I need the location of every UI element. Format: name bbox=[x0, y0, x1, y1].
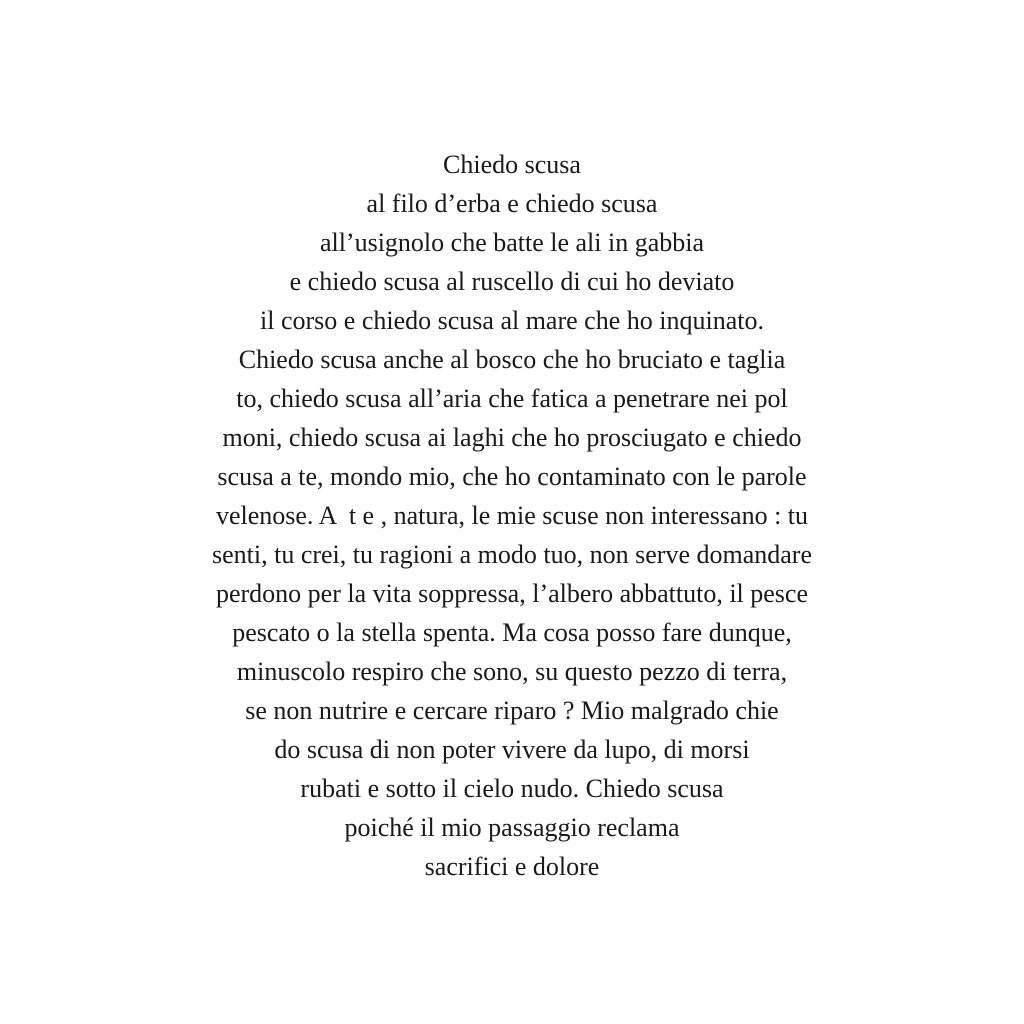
poem-line: Chiedo scusa anche al bosco che ho bruciato e taglia bbox=[238, 345, 786, 374]
poem-line: il corso e chiedo scusa al mare che ho inquinato. bbox=[260, 306, 764, 335]
poem-line: al filo d’erba e chiedo scusa bbox=[366, 189, 658, 218]
poem-line: minuscolo respiro che sono, su questo pezzo di terra, bbox=[236, 657, 788, 686]
poem-line: rubati e sotto il cielo nudo. Chiedo scusa bbox=[300, 774, 724, 803]
poem-line: poiché il mio passaggio reclama bbox=[344, 813, 680, 842]
poem-line: do scusa di non poter vivere da lupo, di morsi bbox=[274, 735, 750, 764]
poem-line: all’usignolo che batte le ali in gabbia bbox=[319, 228, 705, 257]
poem-line: to, chiedo scusa all’aria che fatica a penetrare nei pol bbox=[236, 384, 788, 413]
poem-line: e chiedo scusa al ruscello di cui ho deviato bbox=[289, 267, 735, 296]
poem-line: pescato o la stella spenta. Ma cosa posso fare dunque, bbox=[232, 618, 792, 647]
poem-line: velenose. A t e , natura, le mie scuse non interessano : tu bbox=[215, 501, 809, 530]
poem-line: se non nutrire e cercare riparo ? Mio malgrado chie bbox=[245, 696, 779, 725]
poem-line: senti, tu crei, tu ragioni a modo tuo, non serve domandare bbox=[211, 540, 812, 569]
poem-line: moni, chiedo scusa ai laghi che ho prosciugato e chiedo bbox=[222, 423, 802, 452]
poem-line: scusa a te, mondo mio, che ho contaminato con le parole bbox=[217, 462, 807, 491]
poem-line: Chiedo scusa bbox=[443, 150, 581, 179]
poem-text bbox=[0, 145, 1024, 886]
poem-line: perdono per la vita soppressa, l’albero abbattuto, il pesce bbox=[215, 579, 809, 608]
poem-line: sacrifici e dolore bbox=[424, 852, 600, 881]
